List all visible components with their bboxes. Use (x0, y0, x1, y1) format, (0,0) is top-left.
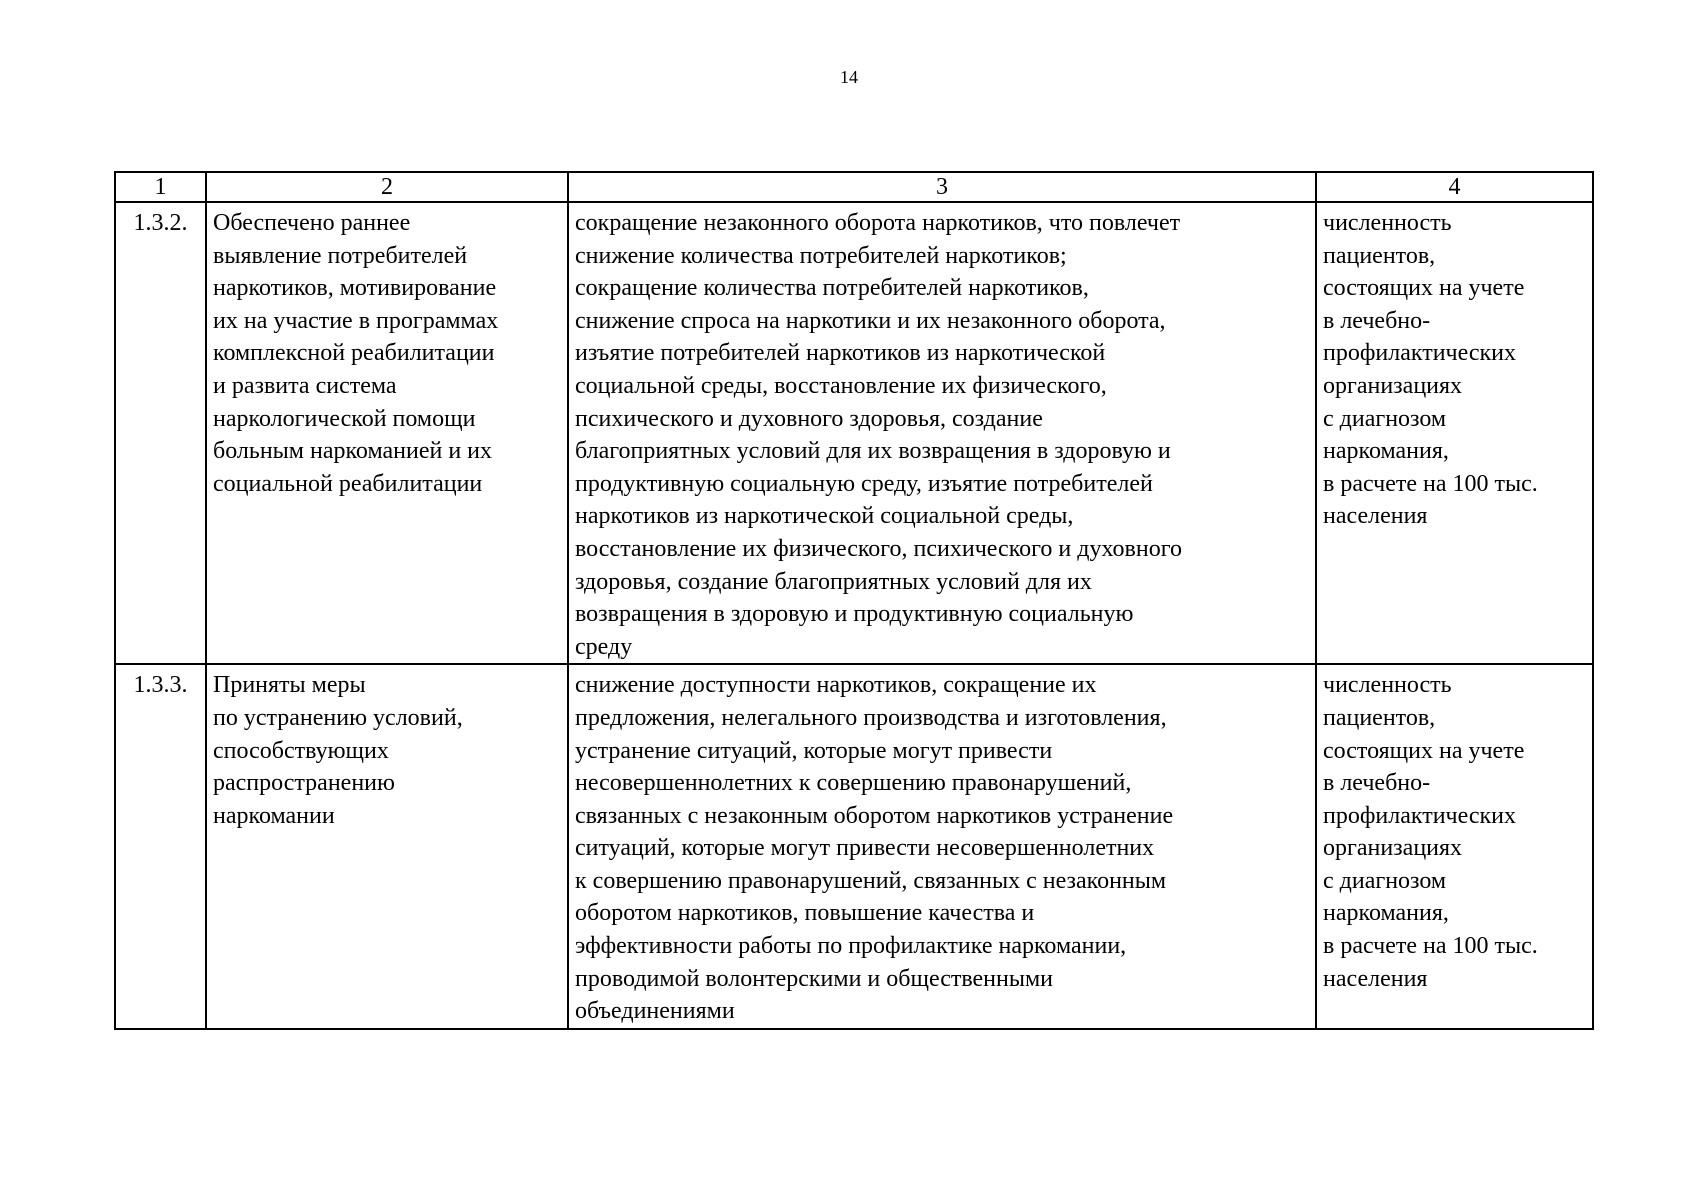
header-col-3: 3 (568, 172, 1316, 202)
row-goal: Обеспечено раннее выявление потребителей наркотиков, мотивирование их на участие в программах комплексной реабилитации и развита система наркологической помощи больным наркоманией и их социальной реабилитации (206, 202, 568, 664)
header-col-4: 4 (1316, 172, 1593, 202)
header-col-2: 2 (206, 172, 568, 202)
row-number: 1.3.2. (115, 202, 206, 664)
row-result: сокращение незаконного оборота наркотиков, что повлечет снижение количества потребителей наркотиков; сокращение количества потребителей наркотиков, снижение спроса на наркотики и их незаконного оборота, изъятие потребителей наркотиков из наркотической социальной среды, восстановление их физического, психического и духовного здоровья, создание благоприятных условий для их возвращения в здоровую и продуктивную социальную среду, изъятие потребителей наркотиков из наркотической социальной среды, восстановление их физического, психического и духовного здоровья, создание благоприятных условий для их возвращения в здоровую и продуктивную социальную среду (568, 202, 1316, 664)
goals-table (114, 171, 1594, 1030)
row-result: снижение доступности наркотиков, сокращение их предложения, нелегального производства и изготовления, устранение ситуаций, которые могут привести несовершеннолетних к совершению правонарушений, связанных с незаконным оборотом наркотиков устранение ситуаций, которые могут привести несовершеннолетних к совершению правонарушений, связанных с незаконным оборотом наркотиков, повышение качества и эффективности работы по профилактике наркомании, проводимой волонтерскими и общественными объединениями (568, 664, 1316, 1029)
row-indicator: численность пациентов, состоящих на учете в лечебно- профилактических организациях с диагнозом наркомания, в расчете на 100 тыс. населения (1316, 202, 1593, 664)
header-col-1: 1 (115, 172, 206, 202)
table-header-row (115, 172, 1593, 202)
page-number: 14 (840, 67, 858, 87)
table-row (115, 202, 1593, 664)
row-number: 1.3.3. (115, 664, 206, 1029)
row-indicator: численность пациентов, состоящих на учете в лечебно- профилактических организациях с диагнозом наркомания, в расчете на 100 тыс. населения (1316, 664, 1593, 1029)
row-goal: Приняты меры по устранению условий, способствующих распространению наркомании (206, 664, 568, 1029)
table-row (115, 664, 1593, 1029)
